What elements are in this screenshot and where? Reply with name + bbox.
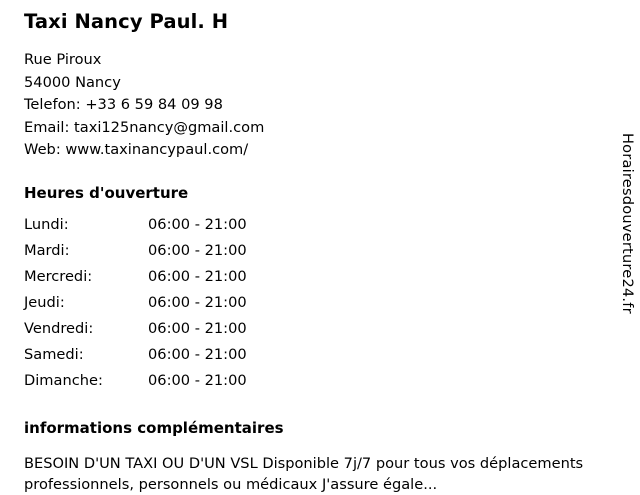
email-address: Email: taxi125nancy@gmail.com (24, 118, 265, 136)
day-hours: 06:00 - 21:00 (148, 268, 247, 286)
day-label: Lundi: (24, 216, 69, 234)
additional-info-text: BESOIN D'UN TAXI OU D'UN VSL Disponible 7j/7 pour tous vos déplacements professionnels, personnels ou médicaux J'assure égale... (24, 455, 584, 494)
opening-hours-table (24, 216, 247, 398)
day-hours: 06:00 - 21:00 (148, 216, 247, 234)
city-address: 54000 Nancy (24, 73, 121, 91)
opening-hours-heading: Heures d'ouverture (24, 184, 189, 203)
table-row (24, 268, 247, 294)
contact-block (24, 49, 604, 161)
day-label: Vendredi: (24, 320, 94, 338)
day-label: Mercredi: (24, 268, 93, 286)
day-hours: 06:00 - 21:00 (148, 294, 247, 312)
day-label: Samedi: (24, 346, 84, 364)
day-hours: 06:00 - 21:00 (148, 372, 247, 390)
day-label: Jeudi: (24, 294, 65, 312)
day-hours: 06:00 - 21:00 (148, 320, 247, 338)
table-row (24, 372, 247, 398)
table-row (24, 320, 247, 346)
business-info-panel (24, 10, 604, 495)
day-label: Mardi: (24, 242, 70, 260)
table-row (24, 216, 247, 242)
table-row (24, 294, 247, 320)
table-row (24, 346, 247, 372)
additional-info-heading: informations complémentaires (24, 419, 284, 438)
phone-number: Telefon: +33 6 59 84 09 98 (24, 96, 223, 114)
street-address: Rue Piroux (24, 51, 102, 69)
website-url: Web: www.taxinancypaul.com/ (24, 141, 249, 159)
day-hours: 06:00 - 21:00 (148, 346, 247, 364)
table-row (24, 242, 247, 268)
watermark-label: Horairesdouverture24.fr (619, 133, 636, 314)
page-title: Taxi Nancy Paul. H (24, 10, 229, 33)
day-label: Dimanche: (24, 372, 103, 390)
day-hours: 06:00 - 21:00 (148, 242, 247, 260)
